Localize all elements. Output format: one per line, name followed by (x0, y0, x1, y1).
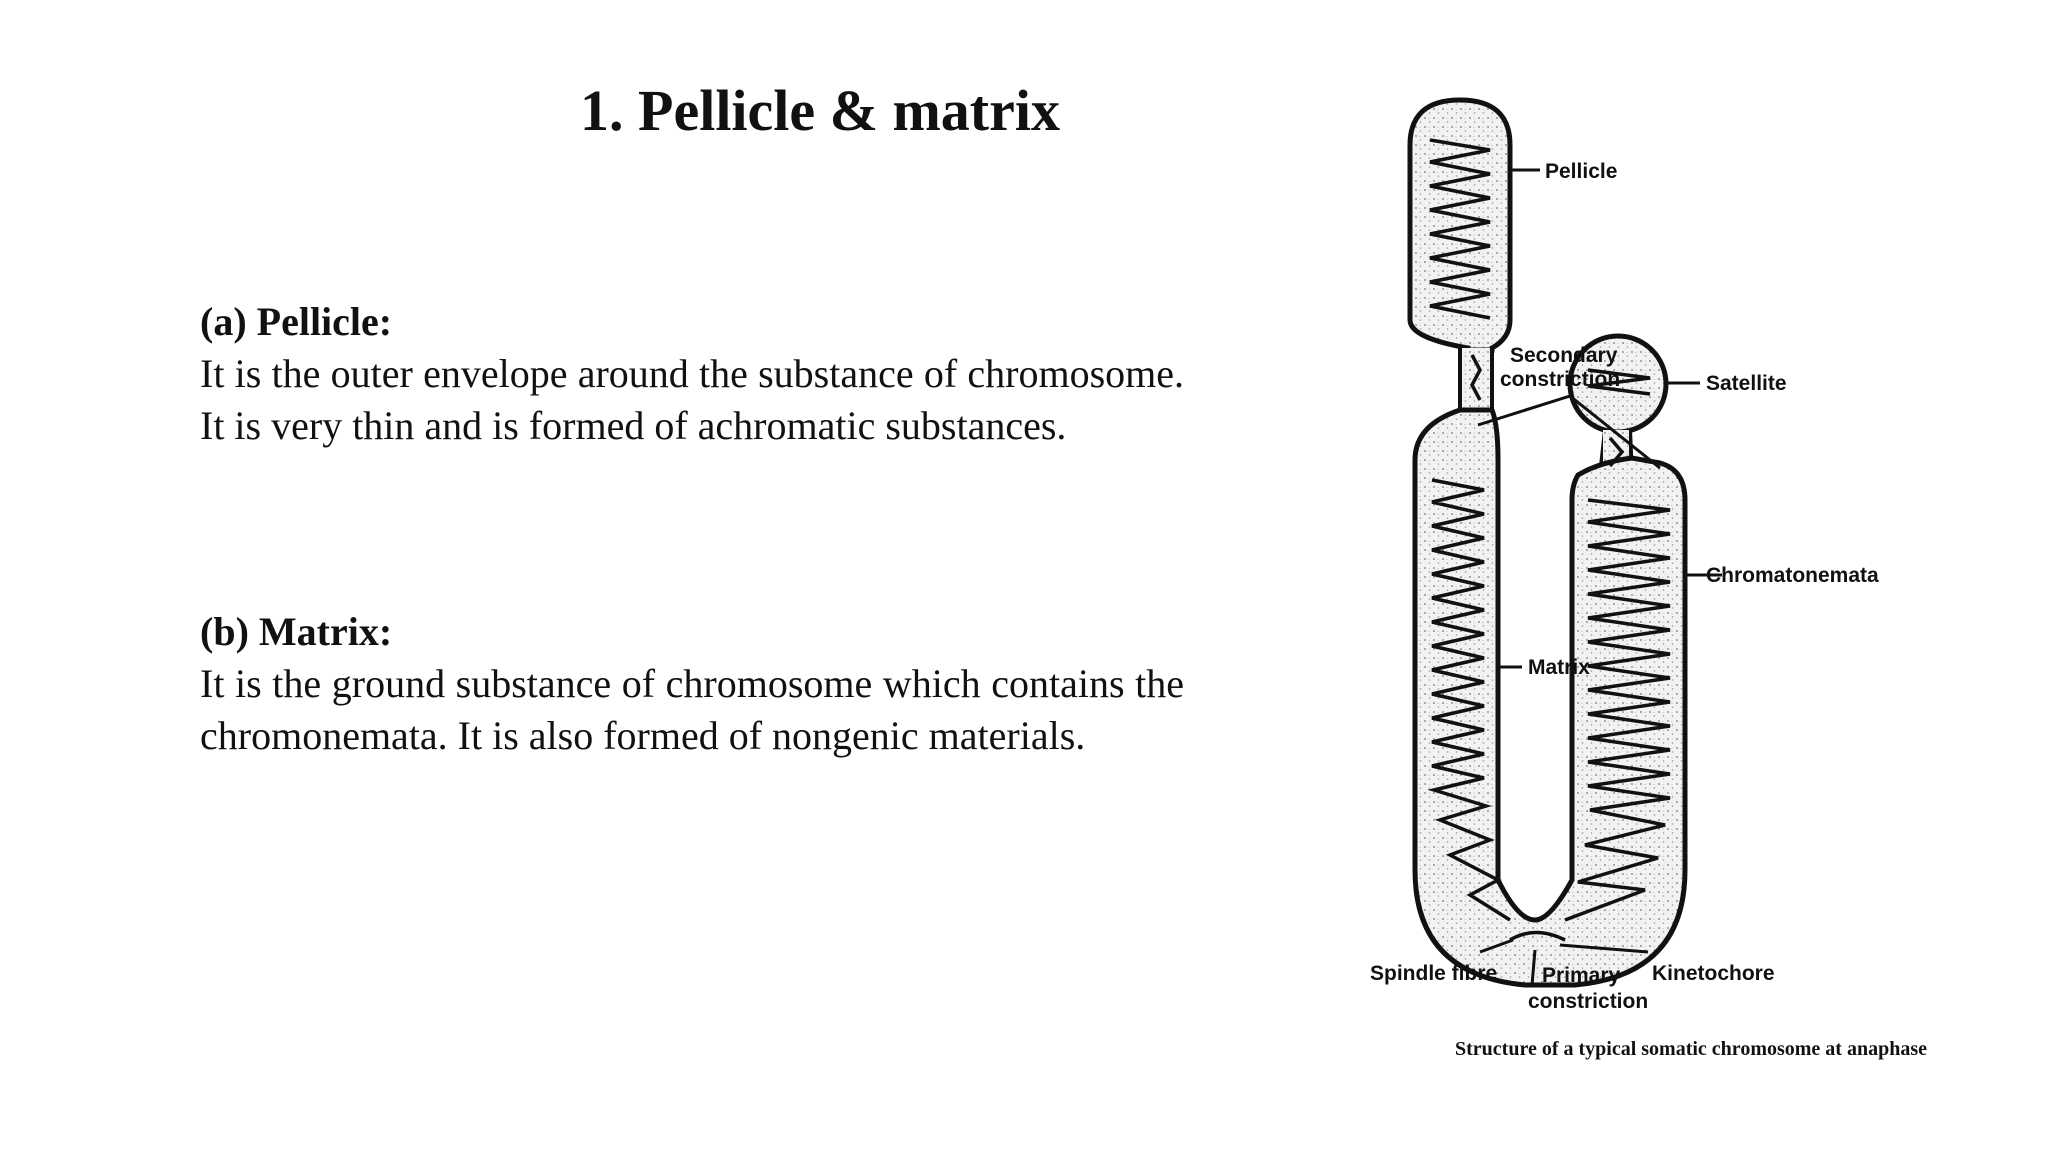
slide-title: 1. Pellicle & matrix (580, 78, 1060, 143)
chromosome-diagram (1360, 80, 2020, 1070)
label-primary-constriction-2: constriction (1528, 990, 1649, 1013)
label-pellicle: Pellicle (1545, 160, 1618, 183)
label-kinetochore: Kinetochore (1652, 962, 1775, 985)
label-secondary-constriction-2: constriction (1500, 368, 1621, 391)
label-chromatonemata: Chromatonemata (1706, 564, 1879, 587)
pellicle-description: It is the outer envelope around the substance of chromosome. It is very thin and is formed of achromatic substances. (200, 351, 1184, 448)
label-primary-constriction-1: Primary (1542, 964, 1621, 987)
pellicle-section (200, 296, 1184, 452)
label-matrix: Matrix (1528, 656, 1590, 679)
chromosome-illustration (1360, 80, 2020, 1070)
label-secondary-constriction-1: Secondary (1510, 344, 1618, 367)
figure-caption: Structure of a typical somatic chromosome at anaphase (1455, 1038, 1927, 1060)
pellicle-heading: (a) Pellicle: (200, 299, 393, 344)
matrix-description: It is the ground substance of chromosome which contains the chromonemata. It is also formed of nongenic materials. (200, 661, 1184, 758)
label-satellite: Satellite (1706, 372, 1787, 395)
matrix-heading: (b) Matrix: (200, 609, 393, 654)
matrix-section (200, 606, 1184, 762)
label-spindle-fibre: Spindle fibre (1370, 962, 1498, 985)
